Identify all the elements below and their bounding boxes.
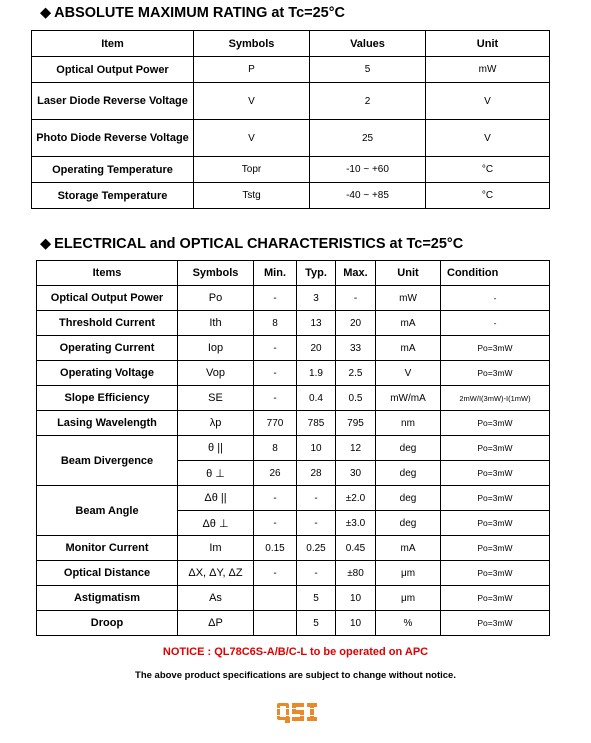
unit-cell: deg xyxy=(376,436,441,461)
unit-cell: μm xyxy=(376,561,441,586)
unit-cell: % xyxy=(376,611,441,636)
min-cell: - xyxy=(254,561,297,586)
unit-cell: deg xyxy=(376,511,441,536)
unit-cell: °C xyxy=(426,183,550,209)
value-cell: -10 ~ +60 xyxy=(310,157,426,183)
min-cell: - xyxy=(254,386,297,411)
item-cell: Optical Output Power xyxy=(32,57,194,83)
condition-cell: Po=3mW xyxy=(441,436,550,461)
value-cell: 2 xyxy=(310,83,426,120)
condition-cell: Po=3mW xyxy=(441,411,550,436)
max-cell: ±2.0 xyxy=(336,486,376,511)
symbol-cell: As xyxy=(178,586,254,611)
typ-cell: 28 xyxy=(297,461,336,486)
min-cell xyxy=(254,586,297,611)
unit-cell: mA xyxy=(376,311,441,336)
typ-cell: 20 xyxy=(297,336,336,361)
symbol-cell: θ || xyxy=(178,436,254,461)
symbol-cell: V xyxy=(194,120,310,157)
max-cell: ±80 xyxy=(336,561,376,586)
typ-cell: 0.25 xyxy=(297,536,336,561)
table-row xyxy=(32,120,550,157)
table-row xyxy=(37,336,550,361)
symbol-cell: Δθ ⊥ xyxy=(178,511,254,536)
eo-table-body xyxy=(37,286,550,636)
unit-cell: μm xyxy=(376,586,441,611)
table-row xyxy=(37,411,550,436)
max-cell: 795 xyxy=(336,411,376,436)
symbol-cell: Vop xyxy=(178,361,254,386)
min-cell: 26 xyxy=(254,461,297,486)
diamond-bullet-icon: ◆ xyxy=(40,236,52,252)
symbol-cell: Im xyxy=(178,536,254,561)
max-cell: 30 xyxy=(336,461,376,486)
table-row xyxy=(32,57,550,83)
unit-cell: deg xyxy=(376,486,441,511)
item-cell: Beam Angle xyxy=(37,486,178,536)
value-cell: 5 xyxy=(310,57,426,83)
qsi-logo xyxy=(276,700,320,726)
max-cell: 0.5 xyxy=(336,386,376,411)
symbol-cell: λp xyxy=(178,411,254,436)
symbol-cell: ΔP xyxy=(178,611,254,636)
header-values: Values xyxy=(310,31,426,57)
symbol-cell: V xyxy=(194,83,310,120)
header-typ: Typ. xyxy=(297,261,336,286)
item-cell: Monitor Current xyxy=(37,536,178,561)
table-row xyxy=(37,311,550,336)
max-cell: 20 xyxy=(336,311,376,336)
item-cell: Operating Current xyxy=(37,336,178,361)
table-row xyxy=(37,486,550,511)
min-cell: 770 xyxy=(254,411,297,436)
item-cell: Droop xyxy=(37,611,178,636)
condition-cell: Po=3mW xyxy=(441,536,550,561)
item-cell: Laser Diode Reverse Voltage xyxy=(32,83,194,120)
table-row xyxy=(37,611,550,636)
condition-cell: - xyxy=(441,311,550,336)
abs-max-table xyxy=(31,30,550,209)
value-cell: -40 ~ +85 xyxy=(310,183,426,209)
min-cell: - xyxy=(254,336,297,361)
table-row xyxy=(37,386,550,411)
header-unit: Unit xyxy=(426,31,550,57)
condition-cell: Po=3mW xyxy=(441,461,550,486)
min-cell: 8 xyxy=(254,311,297,336)
symbol-cell: Po xyxy=(178,286,254,311)
max-cell: 2.5 xyxy=(336,361,376,386)
eo-title xyxy=(40,236,463,252)
item-cell: Photo Diode Reverse Voltage xyxy=(32,120,194,157)
condition-cell: 2mW/I(3mW)-I(1mW) xyxy=(441,386,550,411)
min-cell: 0.15 xyxy=(254,536,297,561)
header-symbols: Symbols xyxy=(178,261,254,286)
unit-cell: mW xyxy=(376,286,441,311)
condition-cell: - xyxy=(441,286,550,311)
item-cell: Threshold Current xyxy=(37,311,178,336)
max-cell: 12 xyxy=(336,436,376,461)
item-cell: Optical Distance xyxy=(37,561,178,586)
table-row xyxy=(37,586,550,611)
unit-cell: mA xyxy=(376,536,441,561)
min-cell xyxy=(254,611,297,636)
symbol-cell: Topr xyxy=(194,157,310,183)
condition-cell: Po=3mW xyxy=(441,511,550,536)
symbol-cell: θ ⊥ xyxy=(178,461,254,486)
unit-cell: °C xyxy=(426,157,550,183)
typ-cell: - xyxy=(297,486,336,511)
typ-cell: 10 xyxy=(297,436,336,461)
notice-text: NOTICE : QL78C6S-A/B/C-L to be operated on APC xyxy=(162,646,429,658)
typ-cell: 5 xyxy=(297,586,336,611)
unit-cell: nm xyxy=(376,411,441,436)
min-cell: - xyxy=(254,286,297,311)
symbol-cell: Iop xyxy=(178,336,254,361)
condition-cell: Po=3mW xyxy=(441,486,550,511)
abs-max-title-text: ABSOLUTE MAXIMUM RATING at Tc=25°C xyxy=(54,5,346,21)
symbol-cell: ΔX, ΔY, ΔZ xyxy=(178,561,254,586)
eo-table xyxy=(36,260,550,636)
item-cell: Operating Voltage xyxy=(37,361,178,386)
table-row xyxy=(37,536,550,561)
unit-cell: V xyxy=(376,361,441,386)
min-cell: - xyxy=(254,511,297,536)
unit-cell: mA xyxy=(376,336,441,361)
condition-cell: Po=3mW xyxy=(441,586,550,611)
value-cell: 25 xyxy=(310,120,426,157)
condition-cell: Po=3mW xyxy=(441,561,550,586)
header-items: Items xyxy=(37,261,178,286)
typ-cell: 3 xyxy=(297,286,336,311)
item-cell: Storage Temperature xyxy=(32,183,194,209)
max-cell: 10 xyxy=(336,586,376,611)
header-unit: Unit xyxy=(376,261,441,286)
symbol-cell: Ith xyxy=(178,311,254,336)
abs-max-title xyxy=(40,5,345,21)
max-cell: 10 xyxy=(336,611,376,636)
min-cell: - xyxy=(254,486,297,511)
unit-cell: mW xyxy=(426,57,550,83)
symbol-cell: Δθ || xyxy=(178,486,254,511)
unit-cell: deg xyxy=(376,461,441,486)
condition-cell: Po=3mW xyxy=(441,361,550,386)
disclaimer-text: The above product specifications are subject to change without notice. xyxy=(135,670,456,681)
header-item: Item xyxy=(32,31,194,57)
typ-cell: 5 xyxy=(297,611,336,636)
symbol-cell: Tstg xyxy=(194,183,310,209)
table-row xyxy=(37,286,550,311)
typ-cell: 13 xyxy=(297,311,336,336)
header-max: Max. xyxy=(336,261,376,286)
condition-cell: Po=3mW xyxy=(441,611,550,636)
item-cell: Astigmatism xyxy=(37,586,178,611)
table-row xyxy=(32,157,550,183)
max-cell: 0.45 xyxy=(336,536,376,561)
table-row xyxy=(32,83,550,120)
table-row xyxy=(37,361,550,386)
header-min: Min. xyxy=(254,261,297,286)
item-cell: Operating Temperature xyxy=(32,157,194,183)
typ-cell: - xyxy=(297,561,336,586)
typ-cell: 1.9 xyxy=(297,361,336,386)
symbol-cell: SE xyxy=(178,386,254,411)
min-cell: 8 xyxy=(254,436,297,461)
table-row xyxy=(37,561,550,586)
max-cell: ±3.0 xyxy=(336,511,376,536)
header-condition: Condition xyxy=(441,261,550,286)
condition-cell: Po=3mW xyxy=(441,336,550,361)
header-symbols: Symbols xyxy=(194,31,310,57)
symbol-cell: P xyxy=(194,57,310,83)
max-cell: 33 xyxy=(336,336,376,361)
eo-title-text: ELECTRICAL and OPTICAL CHARACTERISTICS at Tc=25°C xyxy=(54,236,464,252)
item-cell: Optical Output Power xyxy=(37,286,178,311)
typ-cell: - xyxy=(297,511,336,536)
diamond-bullet-icon: ◆ xyxy=(40,5,52,21)
table-row xyxy=(32,183,550,209)
table-row xyxy=(37,436,550,461)
unit-cell: mW/mA xyxy=(376,386,441,411)
min-cell: - xyxy=(254,361,297,386)
item-cell: Lasing Wavelength xyxy=(37,411,178,436)
item-cell: Slope Efficiency xyxy=(37,386,178,411)
unit-cell: V xyxy=(426,120,550,157)
table-header-row xyxy=(32,31,550,57)
table-header-row xyxy=(37,261,550,286)
typ-cell: 0.4 xyxy=(297,386,336,411)
typ-cell: 785 xyxy=(297,411,336,436)
unit-cell: V xyxy=(426,83,550,120)
max-cell: - xyxy=(336,286,376,311)
item-cell: Beam Divergence xyxy=(37,436,178,486)
